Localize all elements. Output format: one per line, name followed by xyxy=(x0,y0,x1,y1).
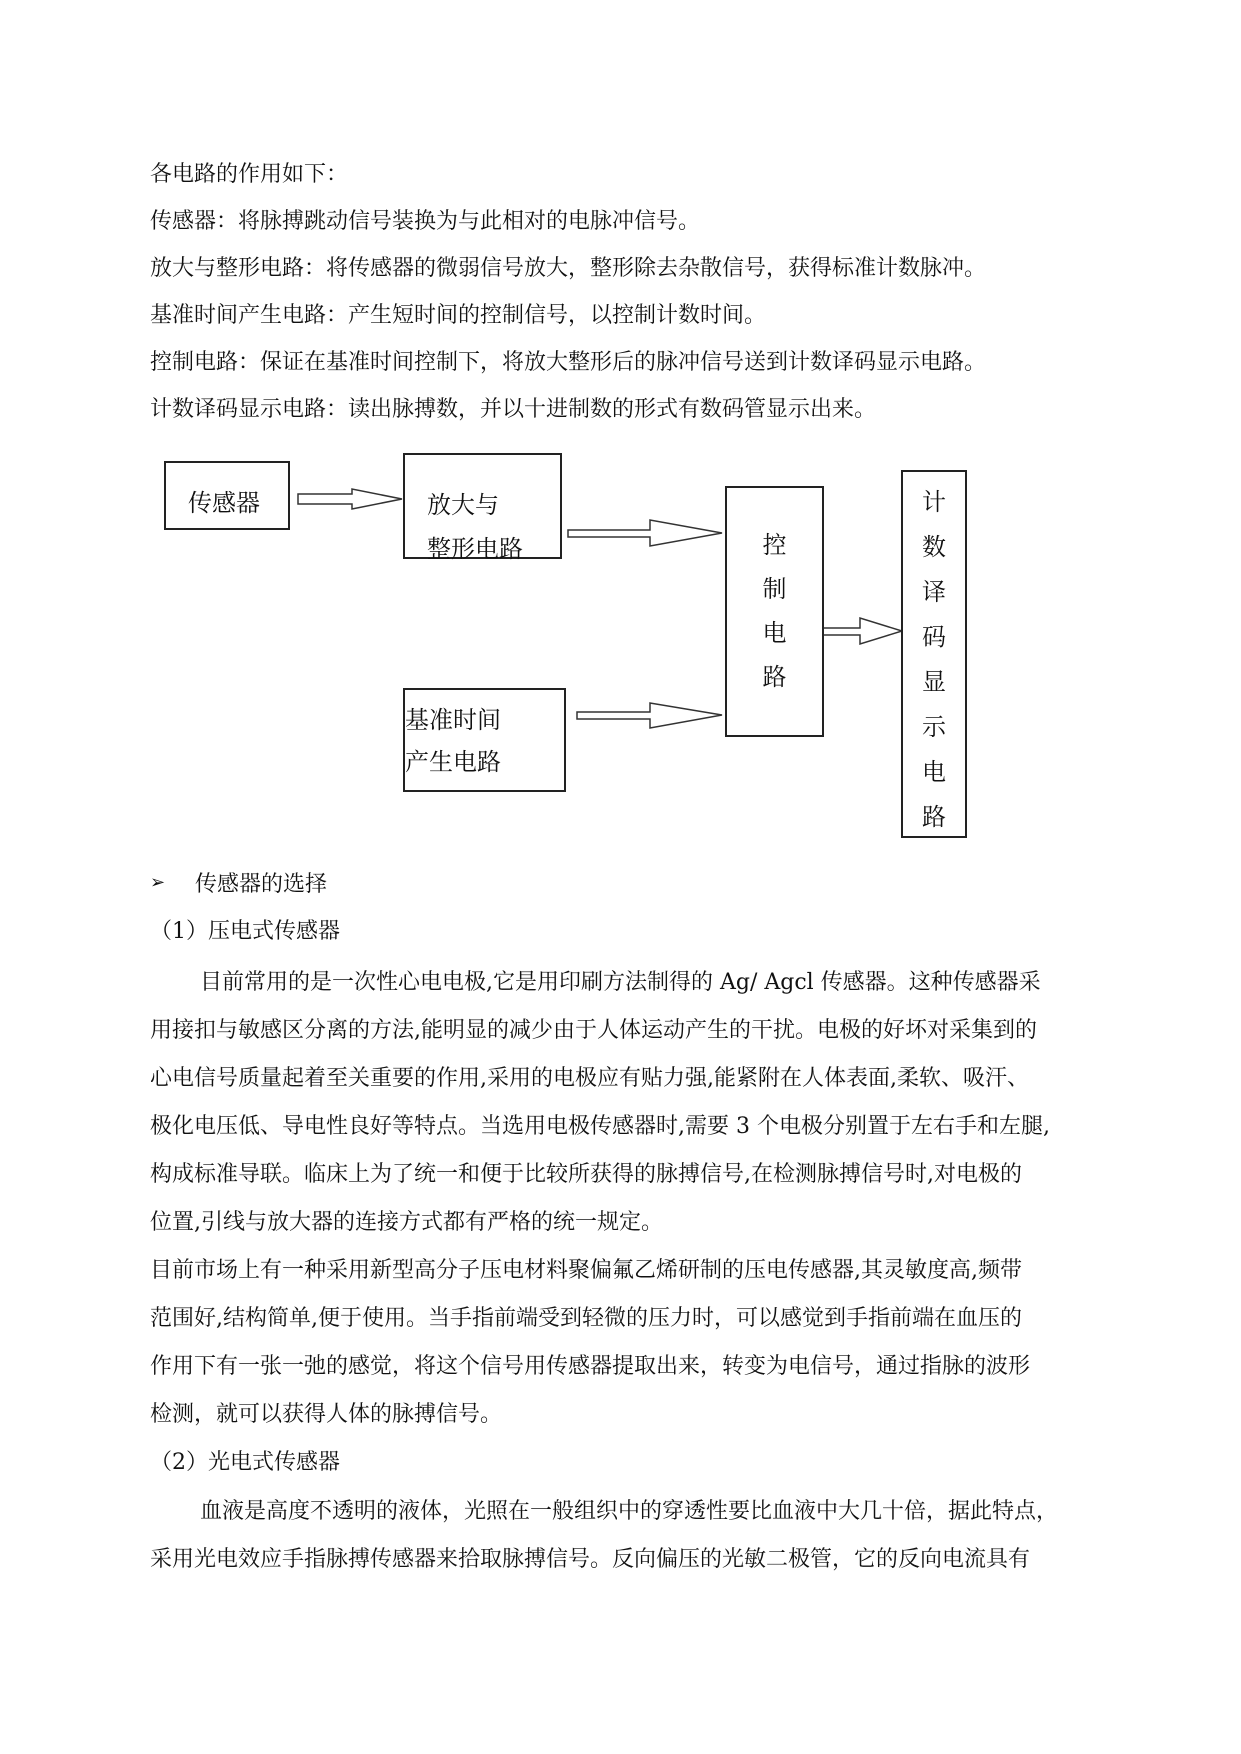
display-char: 数 xyxy=(922,533,946,561)
block-display xyxy=(901,470,967,838)
block-control xyxy=(725,486,824,737)
paragraph-line: 作用下有一张一弛的感觉，将这个信号用传感器提取出来，转变为电信号，通过指脉的波形 xyxy=(150,1354,1031,1379)
display-char: 计 xyxy=(922,488,946,516)
arrow-timebase-to-control xyxy=(577,703,722,728)
paragraph-line: 用接扣与敏感区分离的方法,能明显的减少由于人体运动产生的干扰。电极的好坏对采集到的 xyxy=(150,1018,1037,1043)
block-sensor xyxy=(164,461,290,530)
paragraph-line: 极化电压低、导电性良好等特点。当选用电极传感器时,需要 3 个电极分别置于左右手和左腿, xyxy=(150,1114,1050,1139)
display-char: 显 xyxy=(922,668,946,696)
intro-item-control: 控制电路：保证在基准时间控制下，将放大整形后的脉冲信号送到计数译码显示电路。 xyxy=(150,350,987,375)
display-char: 示 xyxy=(922,713,946,741)
arrow-sensor-to-amp xyxy=(298,489,402,509)
block-timebase-label-2: 产生电路 xyxy=(405,748,501,776)
block-amplifier-label-1: 放大与 xyxy=(427,491,499,519)
subsection-title-photoelectric: （2）光电式传感器 xyxy=(150,1450,340,1475)
section-title: 传感器的选择 xyxy=(195,872,328,897)
paragraph-line: 范围好,结构简单,便于使用。当手指前端受到轻微的压力时，可以感觉到手指前端在血压的 xyxy=(150,1306,1022,1331)
paragraph-line: 采用光电效应手指脉搏传感器来拾取脉搏信号。反向偏压的光敏二极管，它的反向电流具有 xyxy=(150,1547,1031,1572)
paragraph-line: 检测，就可以获得人体的脉搏信号。 xyxy=(150,1402,503,1427)
block-amplifier xyxy=(403,453,562,563)
paragraph-line: 血液是高度不透明的液体，光照在一般组织中的穿透性要比血液中大几十倍，据此特点， xyxy=(200,1499,1059,1524)
display-char: 码 xyxy=(922,623,946,651)
block-sensor-label: 传感器 xyxy=(188,489,260,517)
control-char: 制 xyxy=(762,575,787,603)
intro-item-display: 计数译码显示电路：读出脉搏数，并以十进制数的形式有数码管显示出来。 xyxy=(150,397,877,422)
intro-item-sensor: 传感器：将脉搏跳动信号装换为与此相对的电脉冲信号。 xyxy=(150,209,701,234)
subsection-title-piezo: （1）压电式传感器 xyxy=(150,919,340,944)
control-char: 电 xyxy=(762,619,787,647)
block-timebase-label-1: 基准时间 xyxy=(405,706,501,734)
control-char: 路 xyxy=(762,663,787,691)
paragraph-line: 构成标准导联。临床上为了统一和便于比较所获得的脉搏信号,在检测脉搏信号时,对电极的 xyxy=(150,1162,1022,1187)
block-control-label xyxy=(727,523,822,699)
display-char: 路 xyxy=(922,803,946,831)
control-char: 控 xyxy=(762,531,787,559)
block-timebase xyxy=(403,688,566,792)
paragraph-line: 心电信号质量起着至关重要的作用,采用的电极应有贴力强,能紧附在人体表面,柔软、吸汗、 xyxy=(150,1066,1029,1091)
paragraph-line: 位置,引线与放大器的连接方式都有严格的统一规定。 xyxy=(150,1210,663,1235)
display-char: 电 xyxy=(922,758,946,786)
display-char: 译 xyxy=(922,578,946,606)
intro-item-timebase: 基准时间产生电路：产生短时间的控制信号，以控制计数时间。 xyxy=(150,303,767,328)
arrow-control-to-display xyxy=(823,618,902,644)
paragraph-line: 目前市场上有一种采用新型高分子压电材料聚偏氟乙烯研制的压电传感器,其灵敏度高,频带 xyxy=(150,1258,1022,1283)
intro-heading: 各电路的作用如下： xyxy=(150,162,349,187)
block-display-label xyxy=(903,480,965,840)
block-amplifier-label-2: 整形电路 xyxy=(427,535,523,563)
arrow-amp-to-control xyxy=(568,520,722,546)
bullet-arrow-icon: ➢ xyxy=(150,872,166,893)
paragraph-line: 目前常用的是一次性心电电极,它是用印刷方法制得的 Ag/ Agcl 传感器。这种传感器采 xyxy=(200,970,1041,995)
intro-item-amplifier: 放大与整形电路：将传感器的微弱信号放大，整形除去杂散信号，获得标准计数脉冲。 xyxy=(150,256,987,281)
